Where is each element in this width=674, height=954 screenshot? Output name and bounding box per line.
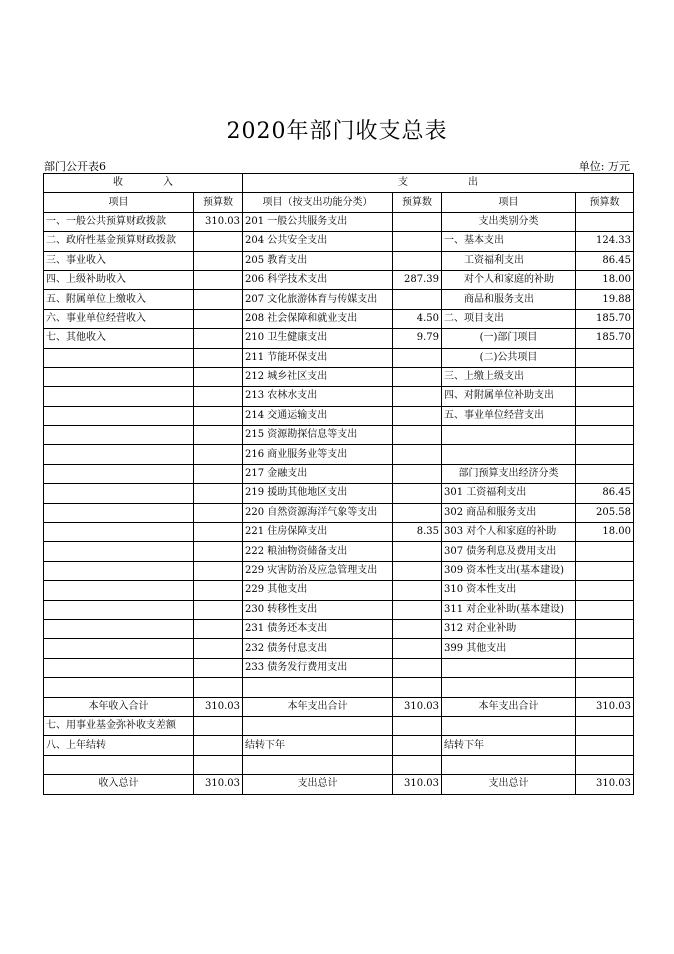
page-title: 2020年部门收支总表: [226, 119, 448, 144]
func-value: [393, 367, 442, 386]
col-func-budget: 预算数: [393, 193, 442, 212]
category-value: [576, 658, 634, 677]
category-item: 312 对企业补助: [442, 619, 576, 638]
income-item: [44, 658, 194, 677]
category-value: 124.33: [576, 232, 634, 251]
category-value: [576, 387, 634, 406]
func-value: [393, 426, 442, 445]
fund-gap-row: [44, 716, 634, 735]
category-item: 303 对个人和家庭的补助: [442, 523, 576, 542]
category-value: [576, 367, 634, 386]
table-row: [44, 619, 634, 638]
col-income-budget: 预算数: [194, 193, 243, 212]
func-item: 210 卫生健康支出: [243, 329, 393, 348]
blank-cell: [194, 755, 243, 774]
category-item: 二、项目支出: [442, 309, 576, 328]
category-item: 399 其他支出: [442, 639, 576, 658]
expense-header: 支 出: [243, 174, 634, 193]
blank-cell: [576, 736, 634, 755]
func-value: 8.35: [393, 523, 442, 542]
category-item: (一)部门项目: [442, 329, 576, 348]
income-item: [44, 523, 194, 542]
table-row: [44, 329, 634, 348]
income-value: 310.03: [194, 212, 243, 231]
income-item: [44, 581, 194, 600]
table-row: [44, 639, 634, 658]
income-item: [44, 367, 194, 386]
category-item: 310 资本性支出: [442, 581, 576, 600]
income-value: [194, 309, 243, 328]
category-value: 185.70: [576, 309, 634, 328]
category-value: [576, 581, 634, 600]
income-value: [194, 387, 243, 406]
income-header: 收 入: [44, 174, 243, 193]
blank-cell: [576, 678, 634, 697]
year-income-total-label: 本年收入合计: [44, 697, 194, 716]
year-expense-total-label: 本年支出合计: [243, 697, 393, 716]
income-value: [194, 658, 243, 677]
category-value: 19.88: [576, 290, 634, 309]
income-value: [194, 251, 243, 270]
blank-row: [44, 678, 634, 697]
func-item: 201 一般公共服务支出: [243, 212, 393, 231]
table-row: [44, 290, 634, 309]
income-item: [44, 484, 194, 503]
blank-cell: [393, 736, 442, 755]
blank-cell: [243, 716, 393, 735]
func-item: 211 节能环保支出: [243, 348, 393, 367]
carry-row: [44, 736, 634, 755]
category-value: [576, 445, 634, 464]
category-value: [576, 600, 634, 619]
category-item: [442, 658, 576, 677]
income-item: [44, 619, 194, 638]
func-value: [393, 581, 442, 600]
income-value: [194, 600, 243, 619]
income-value: [194, 367, 243, 386]
col-income-item: 项目: [44, 193, 194, 212]
blank-cell: [393, 678, 442, 697]
income-value: [194, 270, 243, 289]
year-expense-total-label-2: 本年支出合计: [442, 697, 576, 716]
table-row: [44, 542, 634, 561]
income-value: [194, 348, 243, 367]
income-item: [44, 426, 194, 445]
income-value: [194, 542, 243, 561]
grand-total-row: [44, 775, 634, 794]
func-value: [393, 561, 442, 580]
income-value: [194, 503, 243, 522]
func-value: [393, 232, 442, 251]
income-item: 二、政府性基金预算财政拨款: [44, 232, 194, 251]
func-item: 232 债务付息支出: [243, 639, 393, 658]
category-item: 309 资本性支出(基本建设): [442, 561, 576, 580]
table-row: [44, 464, 634, 483]
col-func-item: 项目（按支出功能分类）: [243, 193, 393, 212]
category-value: 18.00: [576, 523, 634, 542]
expense-grand-total-value: 310.03: [393, 775, 442, 794]
table-row: [44, 581, 634, 600]
table-row: [44, 561, 634, 580]
category-value: [576, 619, 634, 638]
blank-cell: [442, 716, 576, 735]
func-item: 220 自然资源海洋气象等支出: [243, 503, 393, 522]
category-value: [576, 426, 634, 445]
table-row: [44, 406, 634, 425]
func-item: 229 其他支出: [243, 581, 393, 600]
table-row: [44, 212, 634, 231]
table-row: [44, 232, 634, 251]
category-item: 工资福利支出: [442, 251, 576, 270]
category-item: 支出类别分类: [442, 212, 576, 231]
func-value: [393, 503, 442, 522]
category-item: 一、基本支出: [442, 232, 576, 251]
category-value: 205.58: [576, 503, 634, 522]
category-value: [576, 348, 634, 367]
table-row: [44, 251, 634, 270]
func-item: 221 住房保障支出: [243, 523, 393, 542]
category-value: 86.45: [576, 251, 634, 270]
func-value: [393, 445, 442, 464]
table-row: [44, 426, 634, 445]
func-item: 213 农林水支出: [243, 387, 393, 406]
income-value: [194, 426, 243, 445]
func-value: [393, 387, 442, 406]
blank-cell: [576, 716, 634, 735]
category-item: 三、上缴上级支出: [442, 367, 576, 386]
expense-grand-total-label: 支出总计: [243, 775, 393, 794]
func-value: [393, 658, 442, 677]
func-value: [393, 212, 442, 231]
blank-row: [44, 755, 634, 774]
form-number: 部门公开表6: [44, 160, 106, 173]
blank-cell: [393, 755, 442, 774]
category-value: [576, 561, 634, 580]
blank-cell: [194, 736, 243, 755]
blank-cell: [243, 755, 393, 774]
category-value: [576, 212, 634, 231]
category-item: 四、对附属单位补助支出: [442, 387, 576, 406]
func-item: 216 商业服务业等支出: [243, 445, 393, 464]
category-item: 商品和服务支出: [442, 290, 576, 309]
blank-cell: [393, 716, 442, 735]
func-value: [393, 348, 442, 367]
func-item: 217 金融支出: [243, 464, 393, 483]
income-item: [44, 561, 194, 580]
carry-next-year-label: 结转下年: [243, 736, 393, 755]
year-expense-total-value-2: 310.03: [576, 697, 634, 716]
func-value: [393, 251, 442, 270]
category-value: [576, 406, 634, 425]
category-value: [576, 542, 634, 561]
category-value: 86.45: [576, 484, 634, 503]
blank-cell: [194, 716, 243, 735]
func-value: 9.79: [393, 329, 442, 348]
income-item: 一、一般公共预算财政拨款: [44, 212, 194, 231]
table-row: [44, 348, 634, 367]
income-grand-total-value: 310.03: [194, 775, 243, 794]
func-value: [393, 484, 442, 503]
func-value: 4.50: [393, 309, 442, 328]
fund-gap-label: 七、用事业基金弥补收支差额: [44, 716, 194, 735]
func-value: [393, 290, 442, 309]
category-value: [576, 639, 634, 658]
blank-cell: [576, 755, 634, 774]
category-item: 五、事业单位经营支出: [442, 406, 576, 425]
func-item: 229 灾害防治及应急管理支出: [243, 561, 393, 580]
expense-grand-total-label-2: 支出总计: [442, 775, 576, 794]
unit-label: 单位: 万元: [578, 160, 630, 173]
income-item: 五、附属单位上缴收入: [44, 290, 194, 309]
income-value: [194, 232, 243, 251]
func-item: 233 债务发行费用支出: [243, 658, 393, 677]
income-value: [194, 619, 243, 638]
income-item: 四、上级补助收入: [44, 270, 194, 289]
category-item: 部门预算支出经济分类: [442, 464, 576, 483]
carry-last-year-label: 八、上年结转: [44, 736, 194, 755]
func-item: 207 文化旅游体育与传媒支出: [243, 290, 393, 309]
func-item: 230 转移性支出: [243, 600, 393, 619]
income-item: [44, 348, 194, 367]
carry-next-year-label-2: 结转下年: [442, 736, 576, 755]
blank-cell: [442, 678, 576, 697]
blank-cell: [243, 678, 393, 697]
income-value: [194, 561, 243, 580]
table-row: [44, 367, 634, 386]
year-expense-total-value: 310.03: [393, 697, 442, 716]
func-value: [393, 600, 442, 619]
func-value: [393, 406, 442, 425]
category-item: 302 商品和服务支出: [442, 503, 576, 522]
income-item: [44, 445, 194, 464]
func-item: 219 援助其他地区支出: [243, 484, 393, 503]
table-row: [44, 523, 634, 542]
year-income-total-value: 310.03: [194, 697, 243, 716]
budget-table: [43, 173, 634, 795]
category-item: 对个人和家庭的补助: [442, 270, 576, 289]
category-item: 311 对企业补助(基本建设): [442, 600, 576, 619]
table-row: [44, 658, 634, 677]
category-item: (二)公共项目: [442, 348, 576, 367]
income-item: 六、事业单位经营收入: [44, 309, 194, 328]
category-item: [442, 426, 576, 445]
table-row: [44, 270, 634, 289]
income-item: [44, 406, 194, 425]
income-item: [44, 464, 194, 483]
func-value: [393, 619, 442, 638]
income-value: [194, 445, 243, 464]
table-row: [44, 387, 634, 406]
func-item: 208 社会保障和就业支出: [243, 309, 393, 328]
func-item: 204 公共安全支出: [243, 232, 393, 251]
table-row: [44, 445, 634, 464]
category-value: 185.70: [576, 329, 634, 348]
income-item: 七、其他收入: [44, 329, 194, 348]
category-value: 18.00: [576, 270, 634, 289]
func-item: 231 债务还本支出: [243, 619, 393, 638]
col-cat-budget: 预算数: [576, 193, 634, 212]
func-value: 287.39: [393, 270, 442, 289]
func-item: 215 资源勘探信息等支出: [243, 426, 393, 445]
category-item: 307 债务利息及费用支出: [442, 542, 576, 561]
income-item: 三、事业收入: [44, 251, 194, 270]
income-value: [194, 290, 243, 309]
income-item: [44, 387, 194, 406]
income-value: [194, 484, 243, 503]
category-item: 301 工资福利支出: [442, 484, 576, 503]
income-item: [44, 503, 194, 522]
func-item: 206 科学技术支出: [243, 270, 393, 289]
income-item: [44, 639, 194, 658]
func-item: 222 粮油物资储备支出: [243, 542, 393, 561]
income-value: [194, 523, 243, 542]
func-item: 212 城乡社区支出: [243, 367, 393, 386]
func-value: [393, 464, 442, 483]
col-cat-item: 项目: [442, 193, 576, 212]
income-value: [194, 406, 243, 425]
header-row-2: [44, 193, 634, 212]
expense-grand-total-value-2: 310.03: [576, 775, 634, 794]
income-value: [194, 464, 243, 483]
func-value: [393, 639, 442, 658]
func-item: 214 交通运输支出: [243, 406, 393, 425]
table-row: [44, 309, 634, 328]
income-item: [44, 600, 194, 619]
income-value: [194, 639, 243, 658]
income-item: [44, 542, 194, 561]
income-value: [194, 329, 243, 348]
table-row: [44, 484, 634, 503]
func-item: 205 教育支出: [243, 251, 393, 270]
income-value: [194, 581, 243, 600]
category-item: [442, 445, 576, 464]
blank-cell: [44, 755, 194, 774]
table-row: [44, 503, 634, 522]
blank-cell: [442, 755, 576, 774]
blank-cell: [194, 678, 243, 697]
blank-cell: [44, 678, 194, 697]
year-total-row: [44, 697, 634, 716]
func-value: [393, 542, 442, 561]
table-row: [44, 600, 634, 619]
category-value: [576, 464, 634, 483]
income-grand-total-label: 收入总计: [44, 775, 194, 794]
header-row-1: [44, 174, 634, 193]
